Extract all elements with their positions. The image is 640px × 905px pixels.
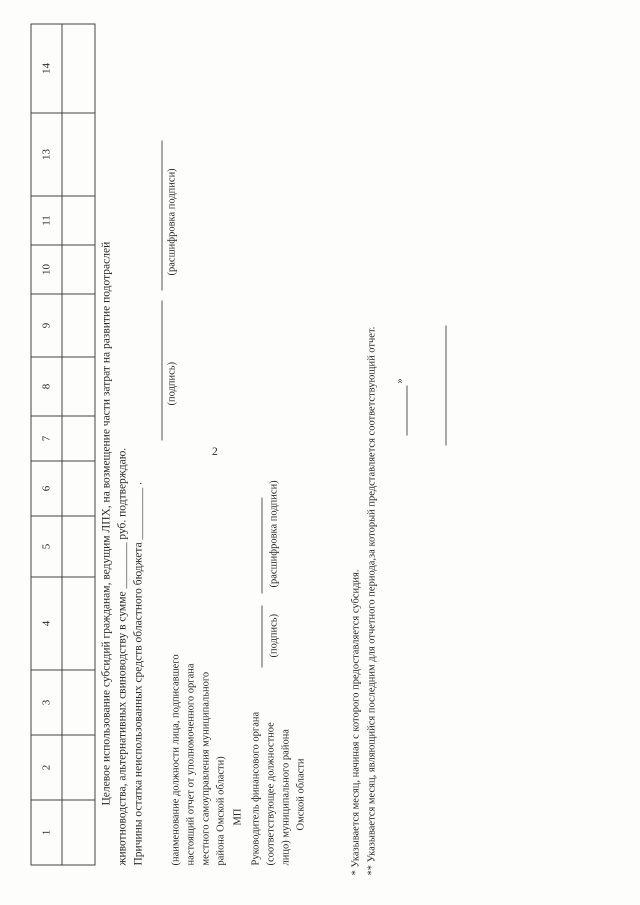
table-cell: 5 <box>31 516 62 577</box>
table-cell: 1 <box>31 800 62 865</box>
finance-head-line: лицо) муниципального района <box>280 728 291 865</box>
table-cell <box>62 24 95 113</box>
official-line: настоящий отчет от уполномоченного органа <box>185 662 196 865</box>
table-cell: 8 <box>31 357 62 416</box>
table-cell <box>62 113 95 196</box>
table-cell: 14 <box>31 24 62 113</box>
date-day-line <box>406 385 407 435</box>
table-cell: 10 <box>31 245 62 294</box>
table-cell <box>62 670 95 735</box>
table-cell: 13 <box>31 113 62 196</box>
finance-head-line: (соответствующее должностное <box>265 721 276 865</box>
official-line: (наименование должности лица, подписавшего <box>170 653 181 865</box>
official-line: района Омской области) <box>215 755 226 865</box>
official-line: местного самоуправления муниципального <box>200 671 211 865</box>
finance-head-line: Омской области <box>295 757 306 830</box>
table-cell: 3 <box>31 670 62 735</box>
signature-line <box>161 300 162 440</box>
table-cell <box>62 735 95 800</box>
table-cell <box>62 196 95 245</box>
table-row <box>62 24 95 865</box>
signature-line <box>261 605 262 667</box>
page-number: 2 <box>212 446 218 458</box>
report-table <box>30 23 95 865</box>
body-text-line-1: Целевое использование субсидий гражданам, ведущим ЛПХ, на возмещение части затрат на развитие подотраслей <box>100 241 112 805</box>
date-year-line <box>445 325 446 445</box>
table-cell: 11 <box>31 196 62 245</box>
body-text-line-3: Причины остатка неиспользованных средств областного бюджета _________ . <box>132 481 144 865</box>
table-cell <box>62 461 95 516</box>
table-cell: 9 <box>31 294 62 357</box>
table-header-row <box>31 24 62 865</box>
decoding-label: (расшифровка подписи) <box>166 167 177 275</box>
footnote-1: * Указывается месяц, начиная с которого предоставляется субсидия. <box>350 568 361 875</box>
table-cell <box>62 357 95 416</box>
date-quote-mark: » <box>394 377 405 383</box>
table-cell <box>62 516 95 577</box>
table-cell: 2 <box>31 735 62 800</box>
table-cell: 6 <box>31 461 62 516</box>
stamp-mark: МП <box>232 808 243 825</box>
decoding-label: (расшифровка подписи) <box>268 479 279 587</box>
decoding-line <box>161 140 162 290</box>
signature-label: (подпись) <box>268 613 279 657</box>
table-cell: 7 <box>31 416 62 461</box>
table-cell: 4 <box>31 577 62 670</box>
table-cell <box>62 577 95 670</box>
decoding-line <box>261 497 262 593</box>
body-text-line-2: животноводства, альтернативных свиноводству в сумме ________ руб. подтверждаю. <box>116 447 128 865</box>
table-cell <box>62 245 95 294</box>
table-cell <box>62 416 95 461</box>
table-cell <box>62 294 95 357</box>
footnote-2: ** Указывается месяц, являющийся последним для отчетного периода,за который представляется соответствующий отчет. <box>366 326 377 875</box>
finance-head-line: Руководитель финансового органа <box>250 711 261 865</box>
table-cell <box>62 800 95 865</box>
signature-label: (подпись) <box>166 361 177 405</box>
